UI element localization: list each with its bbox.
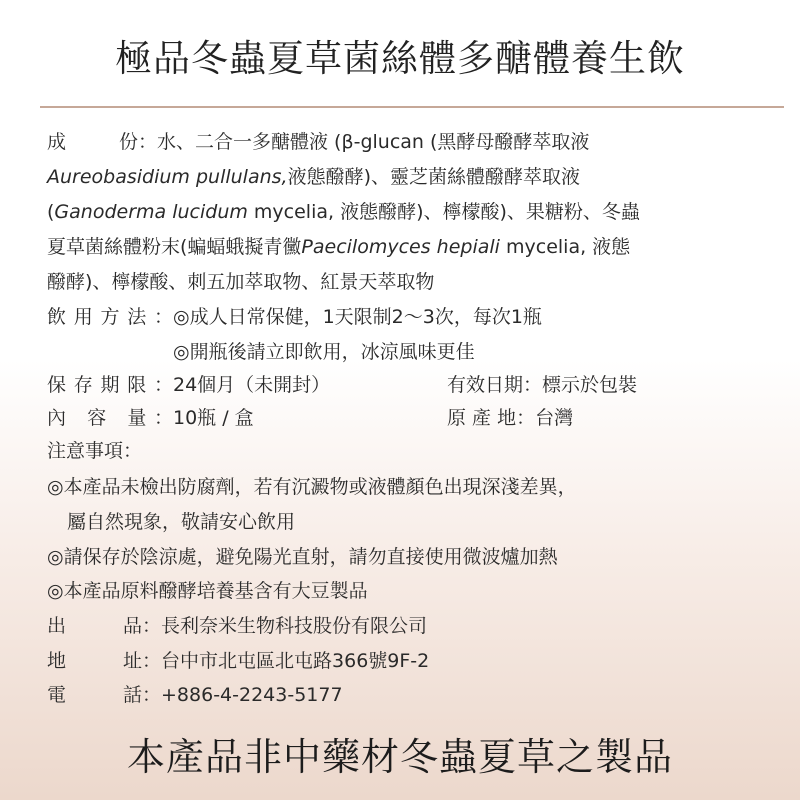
phone-label-b: 話： [123,684,162,706]
notes-line-4: ◎本產品原料醱酵培養基含有大豆製品 [47,580,368,602]
address-label-b: 址： [123,650,162,672]
shelf-row [47,368,787,402]
ingredients-label-a: 成 [47,131,67,153]
notes-line-2: 屬自然現象，敬請安心飲用 [67,511,296,533]
origin-field [447,401,573,435]
title-divider [40,106,784,108]
shelf-label: 保存期限： [47,374,173,396]
product-title: 極品冬蟲夏草菌絲體多醣體養生飲 [115,37,685,80]
notes-line-3: ◎請保存於陰涼處，避免陽光直射，請勿直接使用微波爐加熱 [47,546,558,568]
maker-row [47,609,427,643]
ingredients-line-2 [47,160,580,194]
expiry-value: 標示於包裝 [542,374,638,396]
volume-row [47,401,787,435]
notes-label: 注意事項： [47,440,143,462]
phone-row [47,678,343,712]
usage-line-2: ◎開瓶後請立即飲用，冰涼風味更佳 [173,341,475,363]
expiry-label: 有效日期： [447,374,543,396]
maker-value: 長利奈米生物科技股份有限公司 [161,615,428,637]
usage-line-1 [47,300,542,334]
ingredients-text-2: 液態醱酵)、靈芝菌絲體醱酵萃取液 [287,166,581,188]
address-label-a: 地 [47,650,67,672]
ingredients-paren-3: ( [47,201,55,223]
ingredients-italic-2: Aureobasidium pullulans, [47,166,288,188]
ingredients-italic-4: Paecilomyces hepiali [301,236,500,258]
phone-label-a: 電 [47,684,67,706]
expiry-field [447,368,637,402]
ingredients-text-3: mycelia, 液態醱酵)、檸檬酸)、果糖粉、冬蟲 [247,201,640,223]
ingredients-pre-4: 夏草菌絲體粉末(蝙蝠蛾擬青黴 [47,236,302,258]
usage-text-1: ◎成人日常保健，1天限制2～3次，每次1瓶 [173,306,542,328]
ingredients-line-4 [47,230,630,264]
ingredients-line-3 [47,195,640,229]
maker-label-a: 出 [47,615,67,637]
volume-label: 內 容 量： [47,407,173,429]
address-row [47,644,429,678]
ingredients-line-5: 醱酵)、檸檬酸、刺五加萃取物、紅景天萃取物 [47,271,435,293]
ingredients-text-4: mycelia, 液態 [499,236,631,258]
usage-label: 飲用方法： [47,306,173,328]
shelf-value: 24個月（未開封） [173,374,331,396]
address-value: 台中市北屯區北屯路366號9F-2 [161,650,430,672]
ingredients-text-1: 水、二合一多醣體液 (β-glucan (黑酵母醱酵萃取液 [157,131,590,153]
ingredients-label-b: 份： [119,131,158,153]
ingredients-line-1 [47,125,589,159]
volume-value: 10瓶 / 盒 [173,407,254,429]
phone-value: +886-4-2243-5177 [161,684,343,706]
disclaimer-footer: 本產品非中藥材冬蟲夏草之製品 [126,735,673,779]
ingredients-italic-3: Ganoderma lucidum [54,201,248,223]
notes-line-1: ◎本產品未檢出防腐劑，若有沉澱物或液體顏色出現深淺差異， [47,476,577,498]
origin-label: 原 產 地： [447,407,536,429]
maker-label-b: 品： [123,615,162,637]
origin-value: 台灣 [535,407,574,429]
